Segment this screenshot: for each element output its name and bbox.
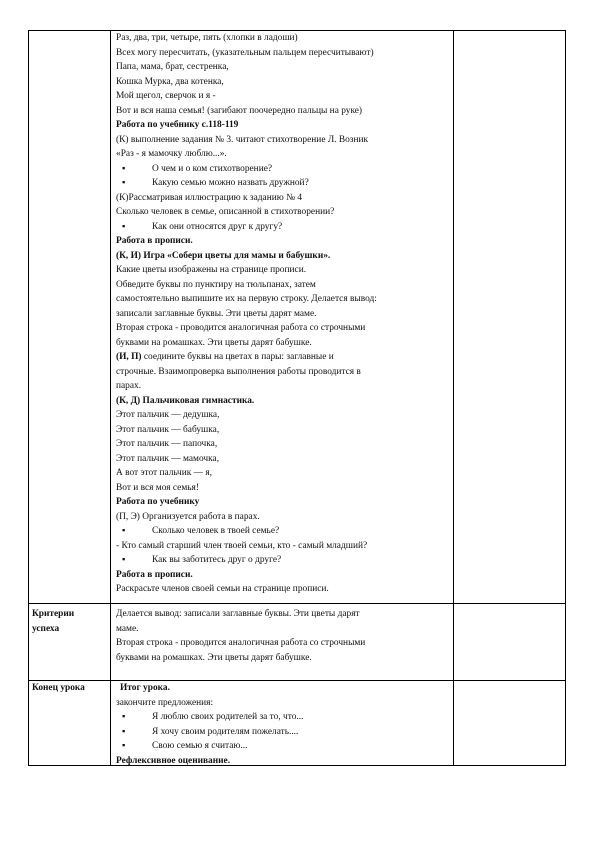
section-heading: Работа в прописи. (116, 236, 193, 246)
bullet-icon: ▪ (122, 712, 126, 722)
text-prefix: (И, П) (116, 352, 142, 362)
bullet-icon: ▪ (122, 163, 126, 174)
bullet-text: Как вы заботитесь друг о друге? (152, 555, 282, 565)
section-heading: (К, Д) Пальчиковая гимнастика. (116, 395, 255, 406)
end-text-cell (116, 681, 452, 768)
text-line: Этот пальчик — мамочка, (116, 453, 220, 464)
bullet-icon: ▪ (122, 221, 126, 232)
column-divider-2 (453, 30, 454, 766)
text-line: (И, П) соедините буквы на цветах в пары: заглавные и (116, 352, 334, 362)
end-reflection: Рефлексивное оценивание. (116, 755, 231, 766)
text-line: (П, Э) Организуется работа в парах. (116, 511, 260, 522)
bullet-item (116, 524, 452, 539)
bullet-icon: ▪ (122, 726, 126, 737)
table-border-left (28, 30, 29, 766)
bullet-text: Какую семью можно назвать дружной? (152, 178, 309, 188)
bullet-item (116, 553, 452, 568)
text-line: Обведите буквы по пунктиру на тюльпанах, затем (116, 279, 316, 290)
section-heading: Работа в прописи. (116, 569, 193, 580)
text-line: записали заглавные буквы. Эти цветы дарят маме. (116, 308, 317, 319)
text-line: (К)Рассматривая иллюстрацию к заданию № 4 (116, 192, 303, 203)
text-line: парах. (116, 381, 142, 391)
text-line: Этот пальчик — бабушка, (116, 424, 220, 435)
bullet-icon: ▪ (122, 526, 126, 536)
end-bullet-item (116, 710, 452, 725)
section-heading: Работа по учебнику (116, 497, 200, 507)
section-heading: (К, И) Игра «Собери цветы для мамы и бабушки». (116, 250, 331, 261)
bullet-icon: ▪ (122, 741, 126, 751)
end-bullet-item (116, 739, 452, 754)
bullet-item (116, 162, 452, 177)
text-line: Сколько человек в семье, описанной в стихотворении? (116, 207, 335, 217)
bullet-item (116, 176, 452, 191)
criteria-label-line2: успеха (32, 623, 60, 634)
bullet-icon: ▪ (122, 178, 126, 188)
end-bullet-text: Я хочу своим родителям пожелать.... (152, 726, 299, 737)
main-activity-cell (116, 31, 452, 597)
bullet-text: О чем и о ком стихотворение? (152, 163, 273, 174)
section-heading: Работа по учебнику с.118-119 (116, 120, 239, 130)
bullet-text: Сколько человек в твоей семье? (152, 526, 280, 536)
end-bullet-item (116, 725, 452, 740)
end-title: Итог урока. (120, 683, 170, 693)
text-line: (К) выполнение задания № 3. читают стихотворение Л. Возник (116, 134, 369, 145)
text-line: Раз, два, три, четыре, пять (хлопки в ладоши) (116, 33, 298, 43)
text-line: Папа, мама, брат, сестренка, (116, 62, 229, 72)
bullet-item (116, 220, 452, 235)
criteria-line: буквами на ромашках. Эти цветы дарят бабушке. (116, 652, 312, 663)
text-line: Мой щегол, сверчок и я - (116, 91, 216, 101)
end-label (32, 681, 108, 696)
row-divider-criteria (28, 603, 565, 604)
text-line: Вот и вся моя семья! (116, 482, 199, 493)
end-intro: закончите предложения: (116, 697, 214, 708)
text-line: Раскрасьте членов своей семьи на странице прописи. (116, 584, 329, 594)
criteria-line: Делается вывод: записали заглавные буквы. Эти цветы дарят (116, 609, 360, 619)
text-line: Всех могу пересчитать, (указательным пальцем пересчитывают) (116, 47, 374, 58)
criteria-line: маме. (116, 623, 139, 634)
text-line: Кошка Мурка, два котенка, (116, 76, 224, 87)
text-line: А вот этот пальчик — я, (116, 468, 212, 478)
text-line: самостоятельно выпишите их на первую строку. Делается вывод: (116, 294, 377, 304)
end-bullet-text: Свою семью я считаю... (152, 741, 248, 751)
text-line: «Раз - я мамочку люблю...». (116, 149, 227, 159)
end-bullet-text: Я люблю своих родителей за то, что... (152, 712, 304, 722)
column-divider-1 (110, 30, 111, 766)
bullet-icon: ▪ (122, 555, 126, 565)
text-line: строчные. Взаимопроверка выполнения работы проводится в (116, 366, 361, 377)
criteria-label (32, 607, 108, 636)
text-line: Какие цветы изображены на странице прописи. (116, 265, 307, 275)
end-label-text: Конец урока (32, 683, 85, 693)
text-line: Вторая строка - проводится аналогичная работа со строчными (116, 323, 366, 333)
criteria-line: Вторая строка - проводится аналогичная работа со строчными (116, 638, 366, 648)
text-line: буквами на ромашках. Эти цветы дарят бабушке. (116, 337, 312, 348)
bullet-text: Как они относятся друг к другу? (152, 221, 283, 232)
text-line: Вот и вся наша семья! (загибают поочередно пальцы на руке) (116, 105, 363, 116)
criteria-text-cell (116, 607, 452, 665)
text-line: Этот пальчик — дедушка, (116, 410, 220, 420)
criteria-label-line1: Критерии (32, 609, 75, 619)
text-line: Этот пальчик — папочка, (116, 439, 218, 449)
table-border-right (565, 30, 566, 766)
text-line: - Кто самый старший член твоей семьи, кто - самый младший? (116, 540, 368, 551)
